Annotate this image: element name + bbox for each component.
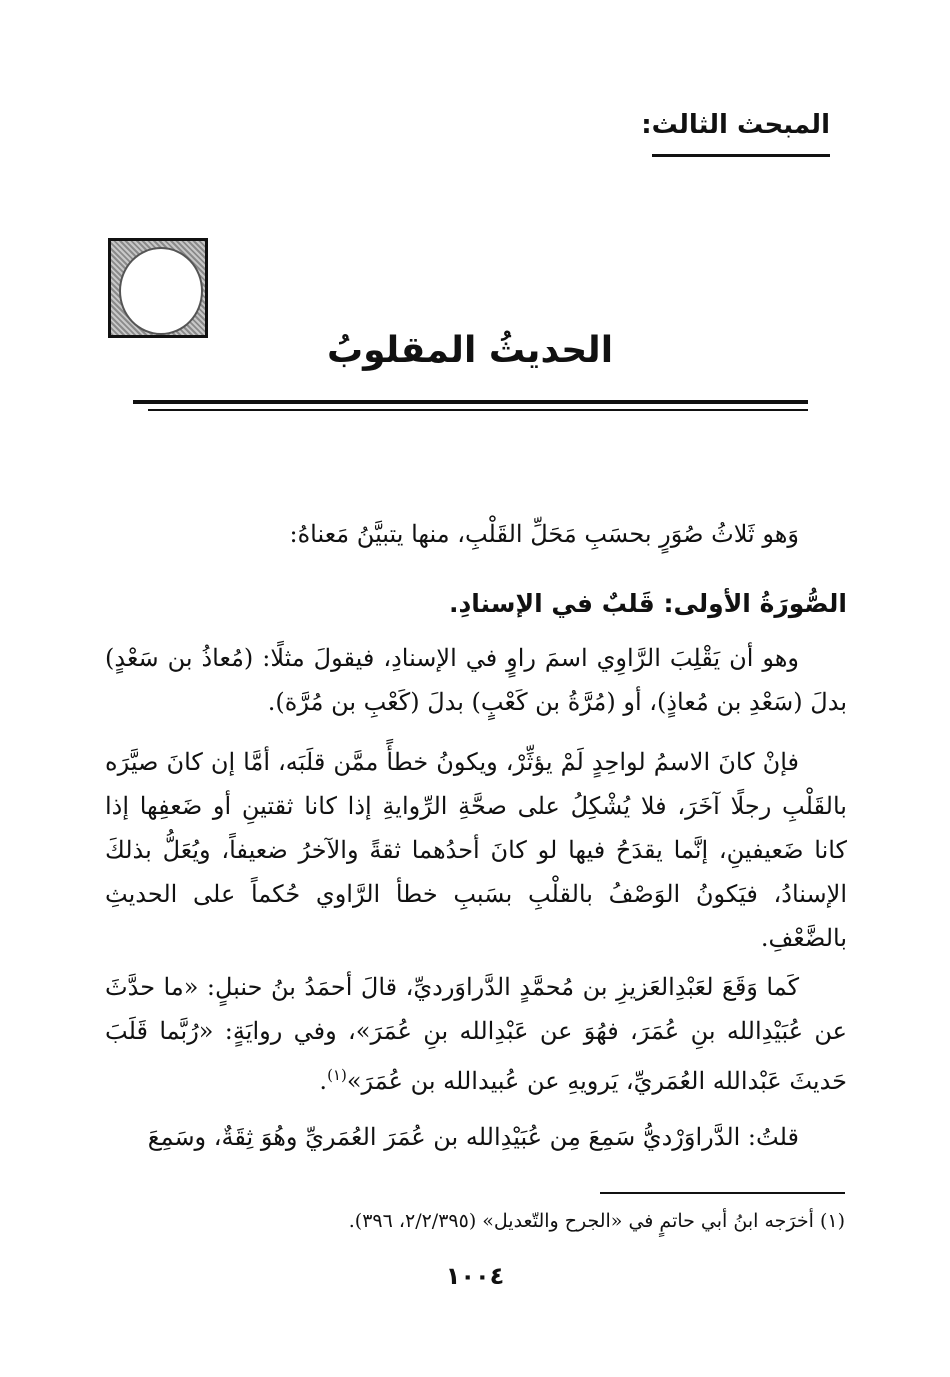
paragraph-2: فإنْ كانَ الاسمُ لواحِدٍ لَمْ يؤثِّرْ، ويكونُ خطأً ممَّن قلَبَه، أمَّا إن كانَ صيَّرَه بالقَلْبِ رجلًا آخَرَ، فلا يُشْكِلُ على صحَّةِ الرِّوايةِ إذا كانا ثقتينِ أو ضَعفِها إذا كانا ضَعيفينِ، إنَّما يقدَحُ فيها لو كانَ أحدُهما ثقةً والآخرُ ضعيفاً، ويُعَلُّ بذلكَ الإسنادُ، فيَكونُ الوَصْفُ بالقلْبِ بسَببِ خطأ الرَّاوي حُكماً على الحديثِ بالضَّعْفِ. <box>105 748 847 952</box>
intro-paragraph: وَهو ثَلاثُ صُوَرٍ بحسَبِ مَحَلِّ القَلْبِ، منها يتبيَّنُ مَعناهُ: <box>289 520 799 548</box>
footnote-rule <box>600 1192 845 1194</box>
footnote-reference[interactable]: (١) <box>327 1066 347 1084</box>
section-underline <box>652 154 830 157</box>
footnote <box>349 1205 845 1237</box>
section-label: المبحث الثالث: <box>641 110 830 140</box>
title-rule-thin <box>148 409 808 411</box>
ornament-circle <box>119 247 203 335</box>
paragraph-3: كَما وَقَعَ لعَبْدِالعَزيزِ بن مُحمَّدٍ الدَّراوَرديِّ، قالَ أحمَدُ بنُ حنبلٍ: «ما حدَّثَ عن عُبَيْدِالله بنِ عُمَرَ، فهُوَ عن عَبْدِالله بنِ عُمَرَ»، وفي روايَةٍ: «رُبَّما قَلَبَ حَديثَ عَبْدالله العُمَريِّ، يَرويهِ عن عُبيدالله بن عُمَرَ»$^{(١)}$. <box>105 973 847 1095</box>
paragraph-4: قلتُ: الدَّراوَرْديُّ سَمِعَ مِن عُبَيْدِالله بن عُمَرَ العُمَريِّ وهُوَ ثِقَةٌ، وسَمِعَ <box>147 1123 799 1151</box>
ornament-frame-icon <box>108 238 208 338</box>
paragraph-3-text: كَما وَقَعَ لعَبْدِالعَزيزِ بن مُحمَّدٍ الدَّراوَرديِّ، قالَ أحمَدُ بنُ حنبلٍ: «ما حدَّثَ عن عُبَيْدِالله بنِ عُمَرَ، فهُوَ عن عَبْدِالله بنِ عُمَرَ»، وفي روايَةٍ: «رُبَّما قَلَبَ حَديثَ عَبْدالله العُمَريِّ، يَرويهِ عن عُبيدالله بن عُمَرَ» <box>105 973 847 1095</box>
subheading: الصُّورَةُ الأولى: قَلبٌ في الإسنادِ. <box>448 589 847 618</box>
chapter-title: الحديثُ المقلوبُ <box>326 330 614 371</box>
page-number: ١٠٠٤ <box>445 1262 505 1290</box>
footnote-text: أخرَجه ابنُ أبي حاتمٍ في «الجرح والتّعديل» (٢/٢/٣٩٥، ٣٩٦). <box>348 1210 814 1232</box>
title-rule-thick <box>133 400 808 404</box>
paragraph-1: وهو أن يَقْلِبَ الرَّاوِي اسمَ راوٍ في الإسنادِ، فيقولَ مثلًا: (مُعاذُ بن سَعْدٍ) بدلَ (سَعْدِ بن مُعاذٍ)، أو (مُرَّةُ بن كَعْبٍ) بدلَ (كَعْبِ بن مُرَّة). <box>105 644 847 716</box>
footnote-marker: (١) <box>819 1210 845 1232</box>
